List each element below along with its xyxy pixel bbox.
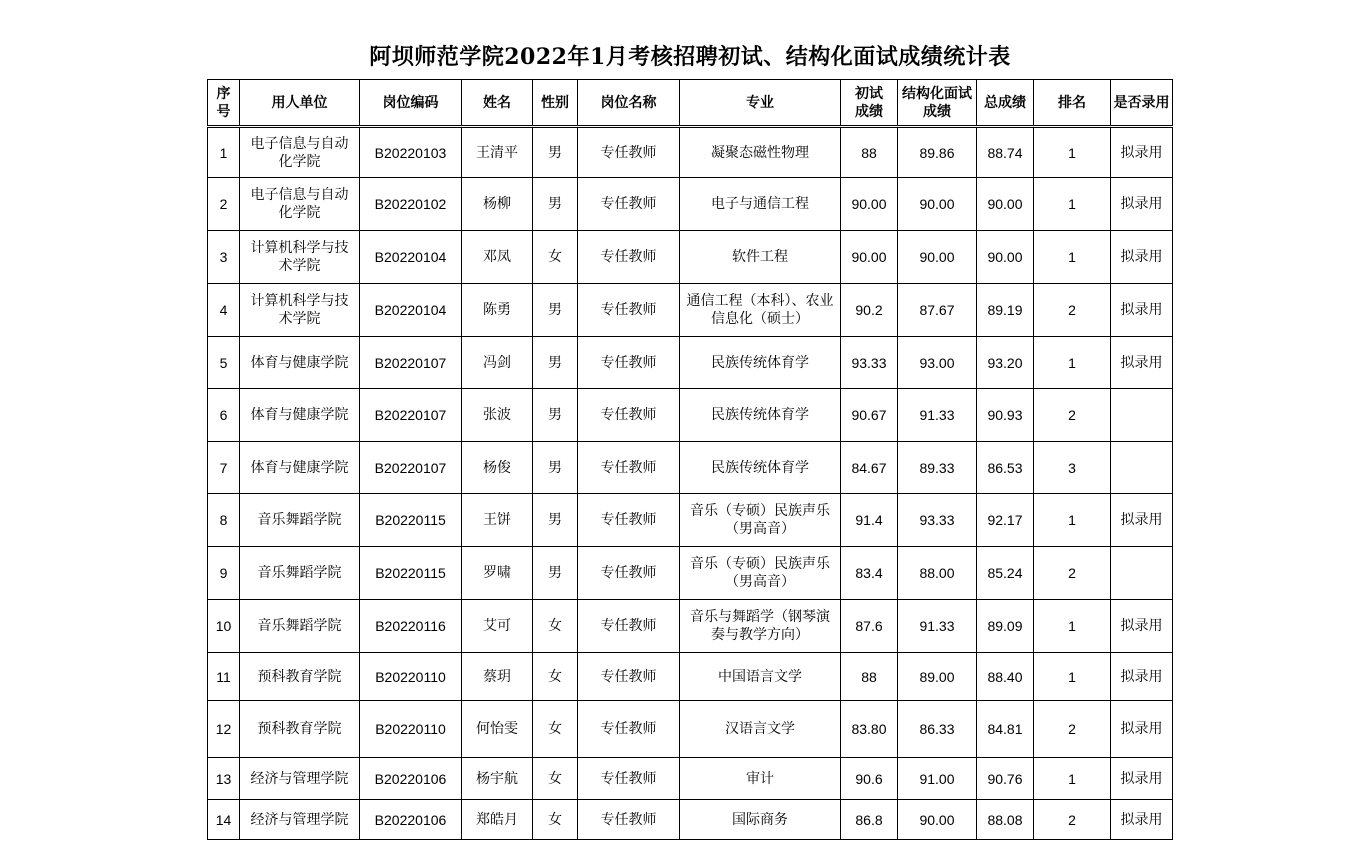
cell-major: 音乐与舞蹈学（钢琴演奏与教学方向） [680, 600, 841, 653]
cell-rank: 3 [1034, 442, 1111, 494]
table-row [208, 701, 1173, 758]
cell-position: 专任教师 [578, 231, 680, 284]
cell-prelim: 91.4 [841, 494, 898, 547]
cell-seq: 5 [208, 337, 240, 389]
cell-name: 罗啸 [462, 547, 533, 600]
cell-total: 88.40 [977, 653, 1034, 701]
cell-hired: 拟录用 [1111, 284, 1173, 337]
cell-rank: 2 [1034, 284, 1111, 337]
cell-major: 软件工程 [680, 231, 841, 284]
header-hired: 是否录用 [1111, 80, 1173, 127]
cell-interview: 89.86 [898, 127, 977, 178]
cell-name: 郑皓月 [462, 800, 533, 840]
cell-gender: 女 [533, 758, 578, 800]
cell-total: 88.08 [977, 800, 1034, 840]
cell-name: 蔡玥 [462, 653, 533, 701]
cell-unit: 音乐舞蹈学院 [240, 494, 360, 547]
cell-prelim: 90.6 [841, 758, 898, 800]
cell-hired: 拟录用 [1111, 653, 1173, 701]
table-row [208, 494, 1173, 547]
score-table [207, 79, 1173, 840]
cell-prelim: 93.33 [841, 337, 898, 389]
table-row [208, 284, 1173, 337]
table-row [208, 231, 1173, 284]
cell-seq: 13 [208, 758, 240, 800]
cell-code: B20220110 [360, 653, 462, 701]
cell-total: 92.17 [977, 494, 1034, 547]
cell-rank: 1 [1034, 337, 1111, 389]
cell-interview: 87.67 [898, 284, 977, 337]
cell-gender: 女 [533, 800, 578, 840]
header-gender: 性别 [533, 80, 578, 127]
cell-code: B20220104 [360, 284, 462, 337]
cell-major: 民族传统体育学 [680, 389, 841, 442]
cell-code: B20220107 [360, 442, 462, 494]
cell-gender: 女 [533, 653, 578, 701]
cell-interview: 93.00 [898, 337, 977, 389]
cell-hired: 拟录用 [1111, 178, 1173, 231]
cell-prelim: 83.80 [841, 701, 898, 758]
cell-unit: 计算机科学与技术学院 [240, 231, 360, 284]
cell-seq: 14 [208, 800, 240, 840]
cell-total: 90.76 [977, 758, 1034, 800]
cell-seq: 3 [208, 231, 240, 284]
cell-interview: 88.00 [898, 547, 977, 600]
cell-code: B20220115 [360, 547, 462, 600]
header-unit: 用人单位 [240, 80, 360, 127]
table-row [208, 547, 1173, 600]
cell-code: B20220103 [360, 127, 462, 178]
cell-hired: 拟录用 [1111, 231, 1173, 284]
cell-gender: 男 [533, 178, 578, 231]
cell-seq: 8 [208, 494, 240, 547]
cell-total: 90.93 [977, 389, 1034, 442]
cell-rank: 1 [1034, 758, 1111, 800]
cell-rank: 1 [1034, 494, 1111, 547]
cell-interview: 86.33 [898, 701, 977, 758]
header-code: 岗位编码 [360, 80, 462, 127]
cell-interview: 90.00 [898, 178, 977, 231]
cell-unit: 体育与健康学院 [240, 389, 360, 442]
cell-prelim: 90.67 [841, 389, 898, 442]
cell-gender: 男 [533, 442, 578, 494]
cell-code: B20220106 [360, 800, 462, 840]
cell-hired: 拟录用 [1111, 758, 1173, 800]
cell-interview: 89.33 [898, 442, 977, 494]
cell-rank: 1 [1034, 231, 1111, 284]
cell-name: 冯剑 [462, 337, 533, 389]
cell-major: 凝聚态磁性物理 [680, 127, 841, 178]
cell-interview: 93.33 [898, 494, 977, 547]
cell-prelim: 90.00 [841, 178, 898, 231]
cell-unit: 电子信息与自动化学院 [240, 178, 360, 231]
table-row [208, 600, 1173, 653]
cell-code: B20220104 [360, 231, 462, 284]
cell-code: B20220102 [360, 178, 462, 231]
header-rank: 排名 [1034, 80, 1111, 127]
cell-code: B20220107 [360, 337, 462, 389]
cell-seq: 7 [208, 442, 240, 494]
header-prelim: 初试成绩 [841, 80, 898, 127]
header-major: 专业 [680, 80, 841, 127]
cell-prelim: 90.2 [841, 284, 898, 337]
cell-name: 艾可 [462, 600, 533, 653]
cell-rank: 2 [1034, 547, 1111, 600]
cell-seq: 4 [208, 284, 240, 337]
cell-rank: 1 [1034, 653, 1111, 701]
cell-rank: 2 [1034, 800, 1111, 840]
cell-major: 汉语言文学 [680, 701, 841, 758]
cell-code: B20220116 [360, 600, 462, 653]
cell-name: 陈勇 [462, 284, 533, 337]
cell-position: 专任教师 [578, 178, 680, 231]
cell-total: 85.24 [977, 547, 1034, 600]
cell-gender: 男 [533, 494, 578, 547]
cell-gender: 男 [533, 337, 578, 389]
cell-gender: 男 [533, 284, 578, 337]
cell-seq: 2 [208, 178, 240, 231]
cell-position: 专任教师 [578, 337, 680, 389]
cell-hired [1111, 442, 1173, 494]
cell-total: 90.00 [977, 231, 1034, 284]
cell-unit: 体育与健康学院 [240, 337, 360, 389]
cell-name: 邓凤 [462, 231, 533, 284]
cell-name: 杨宇航 [462, 758, 533, 800]
cell-gender: 男 [533, 389, 578, 442]
cell-rank: 1 [1034, 600, 1111, 653]
table-row [208, 337, 1173, 389]
cell-interview: 91.33 [898, 389, 977, 442]
cell-position: 专任教师 [578, 701, 680, 758]
header-name: 姓名 [462, 80, 533, 127]
cell-position: 专任教师 [578, 653, 680, 701]
cell-seq: 12 [208, 701, 240, 758]
cell-hired: 拟录用 [1111, 337, 1173, 389]
cell-name: 王清平 [462, 127, 533, 178]
cell-total: 89.19 [977, 284, 1034, 337]
cell-unit: 音乐舞蹈学院 [240, 547, 360, 600]
header-position: 岗位名称 [578, 80, 680, 127]
table-body [208, 127, 1173, 840]
cell-seq: 10 [208, 600, 240, 653]
cell-hired: 拟录用 [1111, 600, 1173, 653]
cell-name: 杨俊 [462, 442, 533, 494]
cell-total: 86.53 [977, 442, 1034, 494]
header-seq: 序号 [208, 80, 240, 127]
cell-prelim: 90.00 [841, 231, 898, 284]
cell-interview: 89.00 [898, 653, 977, 701]
cell-position: 专任教师 [578, 127, 680, 178]
cell-unit: 计算机科学与技术学院 [240, 284, 360, 337]
cell-code: B20220110 [360, 701, 462, 758]
cell-name: 何怡雯 [462, 701, 533, 758]
cell-interview: 90.00 [898, 800, 977, 840]
cell-name: 王饼 [462, 494, 533, 547]
cell-total: 93.20 [977, 337, 1034, 389]
cell-major: 音乐（专硕）民族声乐（男高音） [680, 547, 841, 600]
cell-unit: 音乐舞蹈学院 [240, 600, 360, 653]
cell-name: 张波 [462, 389, 533, 442]
cell-code: B20220107 [360, 389, 462, 442]
cell-interview: 91.00 [898, 758, 977, 800]
cell-position: 专任教师 [578, 389, 680, 442]
cell-prelim: 88 [841, 653, 898, 701]
cell-interview: 91.33 [898, 600, 977, 653]
cell-position: 专任教师 [578, 800, 680, 840]
cell-hired: 拟录用 [1111, 494, 1173, 547]
cell-total: 90.00 [977, 178, 1034, 231]
cell-unit: 经济与管理学院 [240, 800, 360, 840]
cell-position: 专任教师 [578, 758, 680, 800]
cell-unit: 预科教育学院 [240, 701, 360, 758]
cell-rank: 2 [1034, 389, 1111, 442]
cell-prelim: 88 [841, 127, 898, 178]
cell-gender: 女 [533, 600, 578, 653]
table-row [208, 127, 1173, 178]
cell-position: 专任教师 [578, 494, 680, 547]
header-total: 总成绩 [977, 80, 1034, 127]
cell-position: 专任教师 [578, 600, 680, 653]
cell-name: 杨柳 [462, 178, 533, 231]
cell-seq: 6 [208, 389, 240, 442]
cell-prelim: 84.67 [841, 442, 898, 494]
cell-prelim: 86.8 [841, 800, 898, 840]
cell-gender: 女 [533, 231, 578, 284]
cell-position: 专任教师 [578, 442, 680, 494]
cell-rank: 2 [1034, 701, 1111, 758]
cell-major: 审计 [680, 758, 841, 800]
cell-gender: 男 [533, 127, 578, 178]
cell-gender: 女 [533, 701, 578, 758]
cell-unit: 预科教育学院 [240, 653, 360, 701]
cell-seq: 1 [208, 127, 240, 178]
cell-unit: 体育与健康学院 [240, 442, 360, 494]
page-title: 阿坝师范学院2022年1月考核招聘初试、结构化面试成绩统计表 [369, 44, 1011, 70]
cell-major: 通信工程（本科）、农业信息化（硕士） [680, 284, 841, 337]
header-interview: 结构化面试成绩 [898, 80, 977, 127]
cell-interview: 90.00 [898, 231, 977, 284]
cell-major: 国际商务 [680, 800, 841, 840]
cell-rank: 1 [1034, 127, 1111, 178]
cell-hired: 拟录用 [1111, 701, 1173, 758]
cell-total: 89.09 [977, 600, 1034, 653]
cell-major: 民族传统体育学 [680, 337, 841, 389]
cell-total: 88.74 [977, 127, 1034, 178]
cell-hired: 拟录用 [1111, 800, 1173, 840]
table-row [208, 653, 1173, 701]
cell-hired [1111, 547, 1173, 600]
cell-major: 中国语言文学 [680, 653, 841, 701]
table-row [208, 800, 1173, 840]
cell-code: B20220115 [360, 494, 462, 547]
cell-hired [1111, 389, 1173, 442]
cell-hired: 拟录用 [1111, 127, 1173, 178]
cell-seq: 11 [208, 653, 240, 701]
cell-seq: 9 [208, 547, 240, 600]
cell-prelim: 87.6 [841, 600, 898, 653]
cell-unit: 经济与管理学院 [240, 758, 360, 800]
cell-gender: 男 [533, 547, 578, 600]
cell-rank: 1 [1034, 178, 1111, 231]
cell-total: 84.81 [977, 701, 1034, 758]
cell-major: 音乐（专硕）民族声乐（男高音） [680, 494, 841, 547]
table-row [208, 758, 1173, 800]
cell-unit: 电子信息与自动化学院 [240, 127, 360, 178]
header-row [208, 80, 1173, 127]
table-row [208, 442, 1173, 494]
cell-major: 民族传统体育学 [680, 442, 841, 494]
table-row [208, 178, 1173, 231]
cell-major: 电子与通信工程 [680, 178, 841, 231]
cell-position: 专任教师 [578, 547, 680, 600]
cell-code: B20220106 [360, 758, 462, 800]
cell-position: 专任教师 [578, 284, 680, 337]
cell-prelim: 83.4 [841, 547, 898, 600]
table-row [208, 389, 1173, 442]
